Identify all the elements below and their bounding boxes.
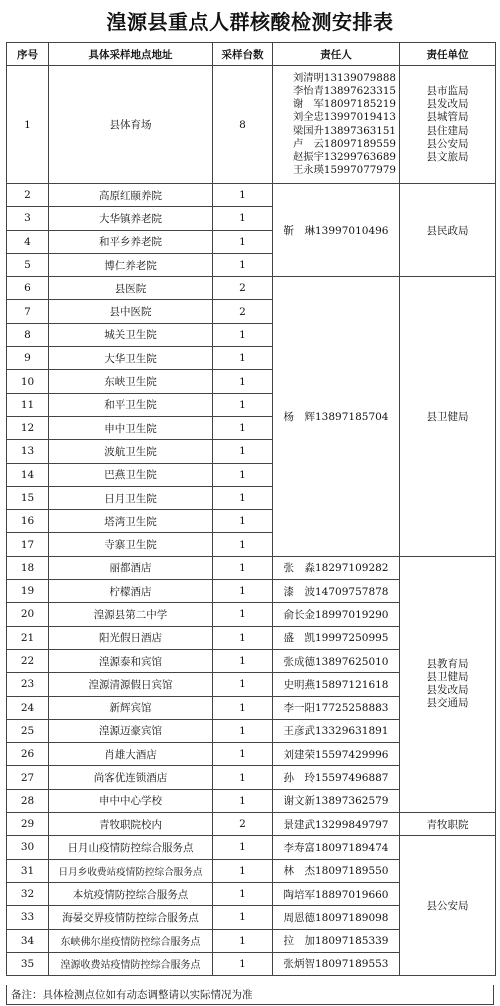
cell-count: 2 (213, 300, 273, 323)
cell-person: 陶培军18897019660 (273, 882, 400, 905)
table-row (7, 184, 496, 207)
cell-site: 日月山疫情防控综合服务点 (49, 836, 213, 859)
cell-person: 李一阳17725258883 (273, 696, 400, 719)
cell-count: 1 (213, 440, 273, 463)
cell-count: 1 (213, 580, 273, 603)
unit-entry: 县发改局 (426, 98, 469, 111)
unit-entry: 县市监局 (426, 85, 469, 98)
schedule-table (6, 42, 496, 976)
cell-count: 1 (213, 230, 273, 253)
table-row (7, 277, 496, 300)
cell-person: 张 淼18297109282 (273, 556, 400, 579)
cell-count: 1 (213, 929, 273, 952)
cell-no: 14 (7, 463, 49, 486)
cell-site: 日月卫生院 (49, 486, 213, 509)
cell-site: 肖雄大酒店 (49, 743, 213, 766)
cell-count: 1 (213, 743, 273, 766)
cell-site: 申中中心学校 (49, 789, 213, 812)
cell-site: 湟源迈豪宾馆 (49, 719, 213, 742)
person-entry: 谢 军18097185219 (293, 98, 396, 111)
cell-site: 波航卫生院 (49, 440, 213, 463)
cell-unit: 青牧职院 (400, 813, 496, 836)
table-row (7, 556, 496, 579)
page-title: 湟源县重点人群核酸检测安排表 (106, 10, 394, 34)
cell-unit-list (400, 66, 496, 184)
cell-count: 1 (213, 626, 273, 649)
cell-no: 12 (7, 416, 49, 439)
cell-no: 31 (7, 859, 49, 882)
cell-site: 湟源县第二中学 (49, 603, 213, 626)
cell-count: 1 (213, 556, 273, 579)
unit-entry: 县交通局 (426, 697, 469, 710)
cell-count: 1 (213, 649, 273, 672)
cell-no: 27 (7, 766, 49, 789)
cell-count: 1 (213, 836, 273, 859)
cell-person: 李寿富18097189474 (273, 836, 400, 859)
unit-entry: 县文旅局 (426, 150, 469, 163)
table-row (7, 813, 496, 836)
cell-person: 景建武13299849797 (273, 813, 400, 836)
cell-no: 21 (7, 626, 49, 649)
cell-count: 1 (213, 906, 273, 929)
cell-site: 大华镇养老院 (49, 207, 213, 230)
cell-person: 周恩德18097189098 (273, 906, 400, 929)
cell-site: 丽都酒店 (49, 556, 213, 579)
cell-count: 1 (213, 766, 273, 789)
cell-site: 湟源收费站疫情防控综合服务点 (49, 952, 213, 975)
cell-no: 25 (7, 719, 49, 742)
cell-no: 33 (7, 906, 49, 929)
cell-site: 和平乡养老院 (49, 230, 213, 253)
cell-person: 谢文新13897362579 (273, 789, 400, 812)
table-row (7, 836, 496, 859)
cell-count: 1 (213, 207, 273, 230)
cell-no: 22 (7, 649, 49, 672)
cell-no: 1 (7, 66, 49, 184)
cell-unit-merged: 县公安局 (400, 836, 496, 976)
cell-site: 高原红颐养院 (49, 184, 213, 207)
cell-no: 13 (7, 440, 49, 463)
cell-site: 和平卫生院 (49, 393, 213, 416)
cell-count: 1 (213, 253, 273, 276)
cell-person-list (273, 66, 400, 184)
cell-no: 30 (7, 836, 49, 859)
cell-site: 阳光假日酒店 (49, 626, 213, 649)
person-entry: 刘清明13139079888 (293, 72, 396, 85)
cell-no: 35 (7, 952, 49, 975)
cell-person: 俞长金18997019290 (273, 603, 400, 626)
cell-no: 24 (7, 696, 49, 719)
unit-entry: 县城管局 (426, 111, 469, 124)
cell-no: 8 (7, 323, 49, 346)
cell-site: 柠檬酒店 (49, 580, 213, 603)
cell-no: 17 (7, 533, 49, 556)
header-no: 序号 (7, 43, 49, 66)
cell-count: 1 (213, 533, 273, 556)
cell-site: 本炕疫情防控综合服务点 (49, 882, 213, 905)
person-entry: 赵振宇13299763689 (293, 150, 396, 163)
cell-site: 城关卫生院 (49, 323, 213, 346)
cell-count: 1 (213, 789, 273, 812)
cell-count: 1 (213, 696, 273, 719)
cell-person: 张成德13897625010 (273, 649, 400, 672)
cell-no: 16 (7, 510, 49, 533)
cell-site: 湟源清源假日宾馆 (49, 673, 213, 696)
cell-count: 1 (213, 463, 273, 486)
cell-count: 1 (213, 323, 273, 346)
cell-no: 20 (7, 603, 49, 626)
cell-count: 8 (213, 66, 273, 184)
cell-person-merged: 靳 琳13997010496 (273, 184, 400, 277)
cell-site: 新辉宾馆 (49, 696, 213, 719)
cell-no: 26 (7, 743, 49, 766)
header-site: 具体采样地点地址 (49, 43, 213, 66)
cell-no: 4 (7, 230, 49, 253)
cell-count: 1 (213, 347, 273, 370)
header-unit: 责任单位 (400, 43, 496, 66)
person-entry: 王永瑛15997077979 (293, 163, 396, 176)
person-entry: 刘全忠13997019413 (293, 111, 396, 124)
cell-site: 东峡卫生院 (49, 370, 213, 393)
cell-site: 青牧职院校内 (49, 813, 213, 836)
table-row (7, 66, 496, 184)
cell-count: 2 (213, 277, 273, 300)
cell-no: 19 (7, 580, 49, 603)
cell-count: 1 (213, 673, 273, 696)
cell-site: 塔湾卫生院 (49, 510, 213, 533)
cell-person: 林 杰18097189550 (273, 859, 400, 882)
person-entry: 卢 云18097189559 (293, 137, 396, 150)
unit-entry: 县住建局 (426, 124, 469, 137)
cell-count: 1 (213, 370, 273, 393)
cell-person: 孙 玲15597496887 (273, 766, 400, 789)
cell-site: 东峡佛尔崖疫情防控综合服务点 (49, 929, 213, 952)
cell-site: 日月乡收费站疫情防控综合服务点 (49, 859, 213, 882)
cell-person: 王彦武13329631891 (273, 719, 400, 742)
cell-no: 5 (7, 253, 49, 276)
unit-entry: 县发改局 (426, 684, 469, 697)
cell-no: 28 (7, 789, 49, 812)
cell-site: 县中医院 (49, 300, 213, 323)
cell-unit-merged: 县民政局 (400, 184, 496, 277)
cell-site: 湟源泰和宾馆 (49, 649, 213, 672)
cell-count: 1 (213, 603, 273, 626)
table-header-row (7, 43, 496, 66)
cell-unit-merged (400, 556, 496, 812)
person-entry: 李怡青13897623315 (293, 85, 396, 98)
cell-no: 7 (7, 300, 49, 323)
cell-person: 盛 凯19997250995 (273, 626, 400, 649)
cell-count: 1 (213, 416, 273, 439)
cell-site: 县医院 (49, 277, 213, 300)
remark-note: 备注：具体检测点位如有动态调整请以实际情况为准 (6, 985, 494, 1005)
cell-person: 拉 加18097185339 (273, 929, 400, 952)
cell-person: 张炳智18097189553 (273, 952, 400, 975)
unit-entry: 县卫健局 (426, 671, 469, 684)
cell-count: 1 (213, 486, 273, 509)
cell-person: 史明燕15897121618 (273, 673, 400, 696)
header-person: 责任人 (273, 43, 400, 66)
cell-count: 1 (213, 510, 273, 533)
cell-no: 10 (7, 370, 49, 393)
cell-count: 1 (213, 882, 273, 905)
cell-no: 18 (7, 556, 49, 579)
cell-count: 1 (213, 184, 273, 207)
cell-count: 1 (213, 393, 273, 416)
cell-person-merged: 杨 辉13897185704 (273, 277, 400, 557)
cell-count: 1 (213, 719, 273, 742)
cell-no: 29 (7, 813, 49, 836)
cell-site: 巴燕卫生院 (49, 463, 213, 486)
cell-site: 海晏交界疫情防控综合服务点 (49, 906, 213, 929)
cell-no: 15 (7, 486, 49, 509)
cell-unit-merged: 县卫健局 (400, 277, 496, 557)
cell-no: 32 (7, 882, 49, 905)
cell-site: 县体育场 (49, 66, 213, 184)
cell-no: 9 (7, 347, 49, 370)
cell-no: 23 (7, 673, 49, 696)
cell-site: 尚客优连锁酒店 (49, 766, 213, 789)
unit-entry: 县教育局 (426, 658, 469, 671)
cell-person: 刘建荣15597429996 (273, 743, 400, 766)
cell-person: 漆 波14709757878 (273, 580, 400, 603)
person-entry: 梁国升13897363151 (293, 124, 396, 137)
cell-no: 3 (7, 207, 49, 230)
cell-count: 1 (213, 952, 273, 975)
cell-site: 寺寨卫生院 (49, 533, 213, 556)
cell-site: 申中卫生院 (49, 416, 213, 439)
cell-count: 2 (213, 813, 273, 836)
cell-site: 博仁养老院 (49, 253, 213, 276)
header-count: 采样台数 (213, 43, 273, 66)
cell-no: 6 (7, 277, 49, 300)
cell-site: 大华卫生院 (49, 347, 213, 370)
cell-count: 1 (213, 859, 273, 882)
unit-entry: 县公安局 (426, 137, 469, 150)
cell-no: 11 (7, 393, 49, 416)
cell-no: 2 (7, 184, 49, 207)
cell-no: 34 (7, 929, 49, 952)
